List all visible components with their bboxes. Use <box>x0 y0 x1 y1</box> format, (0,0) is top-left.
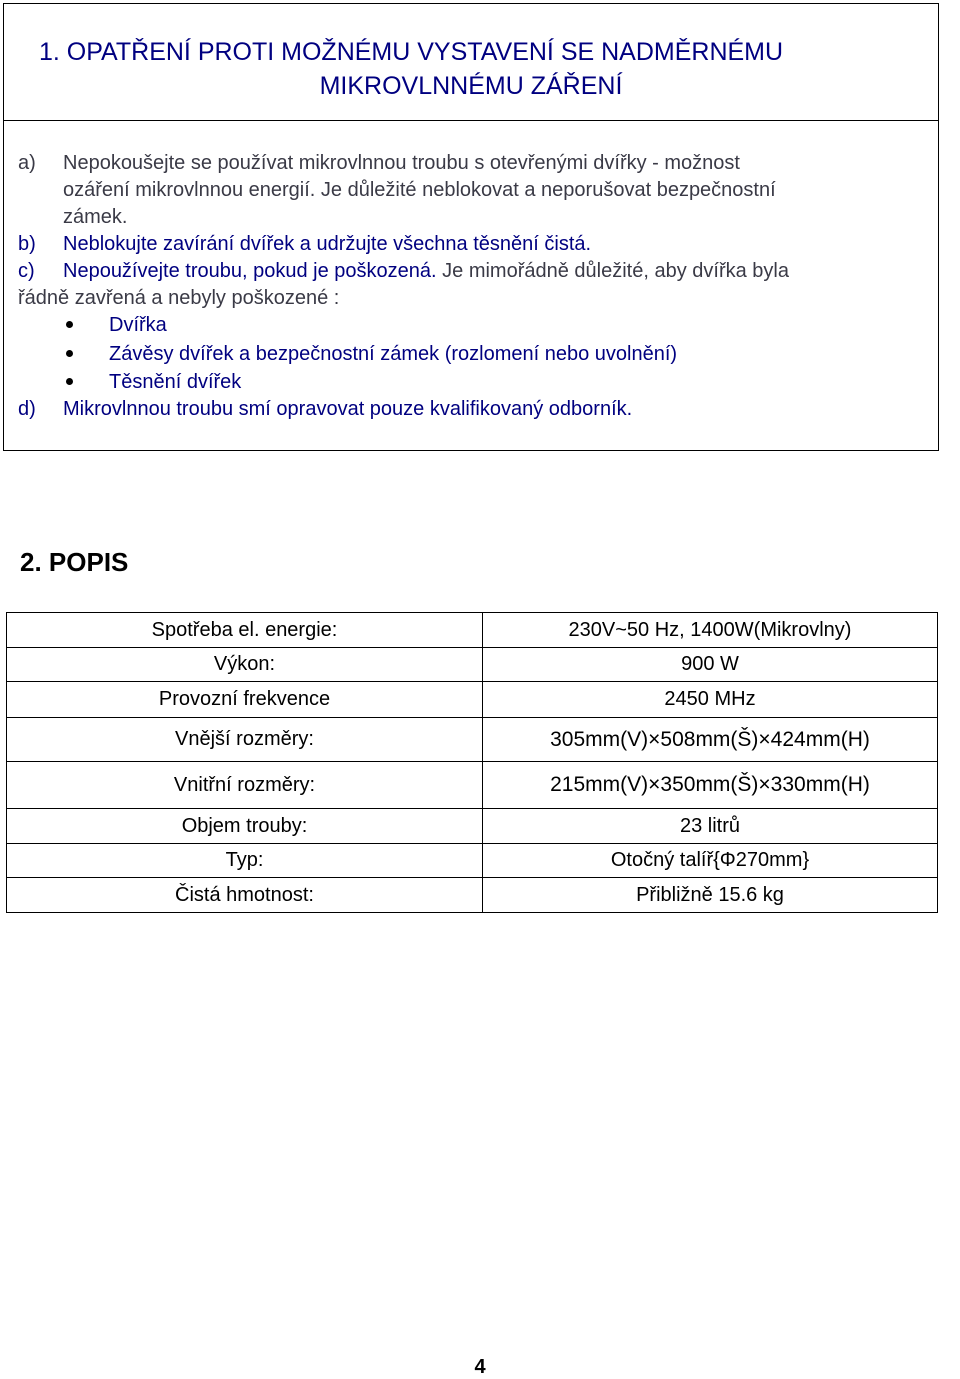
page-number: 4 <box>474 1356 486 1378</box>
item-a-marker: a) <box>18 152 36 174</box>
item-a-text-line2: ozáření mikrovlnnou energií. Je důležité neblokovat a neporušovat bezpečnostní <box>63 179 776 201</box>
item-d-marker: d) <box>18 398 36 420</box>
warning-title-continued: MIKROVLNNÉMU ZÁŘENÍ <box>319 72 623 100</box>
warning-box <box>3 3 939 451</box>
spec-value: 23 litrů <box>483 809 938 844</box>
spec-value: 215mm(V)×350mm(Š)×330mm(H) <box>483 762 938 809</box>
item-b-marker: b) <box>18 233 36 255</box>
item-d-text: Mikrovlnnou troubu smí opravovat pouze kvalifikovaný odborník. <box>63 398 633 420</box>
spec-label: Typ: <box>7 844 483 878</box>
warning-header <box>4 4 938 121</box>
item-c-text-part1: Nepoužívejte troubu, pokud je poškozená. <box>63 260 437 282</box>
spec-value: 305mm(V)×508mm(Š)×424mm(H) <box>483 718 938 762</box>
table-row <box>7 648 938 682</box>
item-c-text-line1 <box>63 259 789 283</box>
specs-table <box>6 612 938 913</box>
spec-label: Objem trouby: <box>7 809 483 844</box>
spec-label: Vnitřní rozměry: <box>7 762 483 809</box>
spec-label: Provozní frekvence <box>7 682 483 718</box>
bullet-icon <box>66 350 73 357</box>
table-row <box>7 762 938 809</box>
spec-value: 900 W <box>483 648 938 682</box>
bullet-item-doors: Dvířka <box>109 314 167 336</box>
item-c-text-part2: Je mimořádně důležité, aby dvířka byla <box>436 260 789 282</box>
spec-value: 2450 MHz <box>483 682 938 718</box>
table-row <box>7 844 938 878</box>
spec-label: Čistá hmotnost: <box>7 878 483 913</box>
bullet-icon <box>66 378 73 385</box>
bullet-icon <box>66 321 73 328</box>
item-a-text-line3: zámek. <box>63 206 128 228</box>
spec-label: Výkon: <box>7 648 483 682</box>
spec-label: Vnější rozměry: <box>7 718 483 762</box>
item-c-marker: c) <box>18 260 35 282</box>
table-row <box>7 878 938 913</box>
table-row <box>7 613 938 648</box>
warning-title: 1. OPATŘENÍ PROTI MOŽNÉMU VYSTAVENÍ SE NADMĚRNÉMU <box>39 38 784 66</box>
table-row <box>7 718 938 762</box>
spec-value: 230V~50 Hz, 1400W(Mikrovlny) <box>483 613 938 648</box>
section-title: 2. POPIS <box>20 547 129 577</box>
item-b-text: Neblokujte zavírání dvířek a udržujte všechna těsnění čistá. <box>63 233 592 255</box>
item-a-text-line1: Nepokoušejte se používat mikrovlnnou troubu s otevřenými dvířky - možnost <box>63 152 740 174</box>
spec-value: Otočný talíř{Φ270mm} <box>483 844 938 878</box>
item-c-text-line2: řádně zavřená a nebyly poškozené : <box>18 287 340 309</box>
spec-value: Přibližně 15.6 kg <box>483 878 938 913</box>
table-row <box>7 809 938 844</box>
bullet-item-seals: Těsnění dvířek <box>109 371 242 393</box>
bullet-item-hinges: Závěsy dvířek a bezpečnostní zámek (rozlomení nebo uvolnění) <box>109 343 678 365</box>
table-row <box>7 682 938 718</box>
spec-label: Spotřeba el. energie: <box>7 613 483 648</box>
